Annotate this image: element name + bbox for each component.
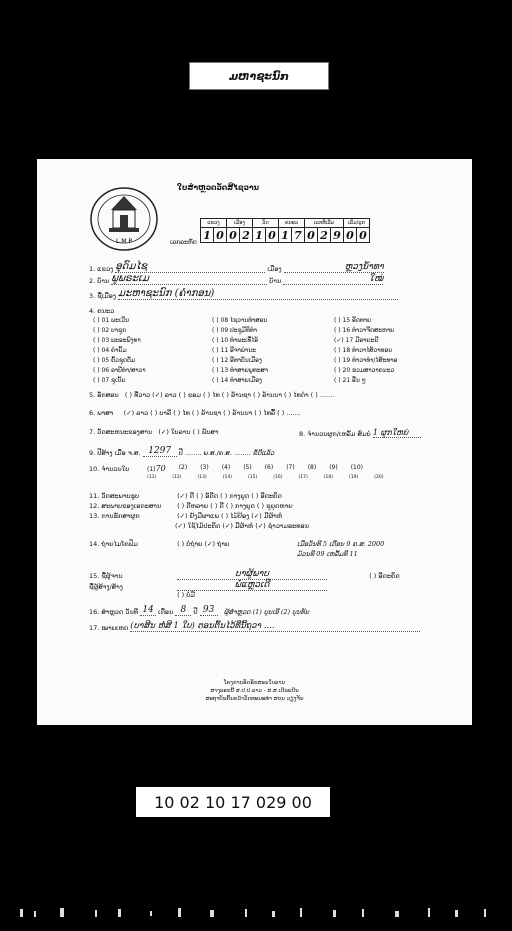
- leaf-sub-box: (16): [273, 475, 283, 480]
- reg-digit: 1: [279, 228, 292, 243]
- category-option: ( ) 16 ທຳວາຈີດສະຫາຍ: [334, 327, 395, 334]
- bundle-count-value: 1 ຜູກໃຫຍ່: [373, 428, 421, 438]
- microfilm-roll: [297, 550, 358, 562]
- preservation-extra-options: (✓) ໃຊ້ໄມ້ປະຄິດ (✓) ມີຜ້າຫໍ່ (✓) ຊໍາວາມອະທອນ: [175, 522, 309, 530]
- field-year: [89, 446, 274, 458]
- field-category-label: 4. ຄນະວ: [89, 307, 115, 315]
- field-label: 5. ອັກສອນ: [89, 391, 119, 399]
- category-option: ( ) 06 ລາບີທ່າ/ສາວາ: [93, 367, 146, 374]
- leaf-box: (2): [178, 464, 188, 471]
- reg-digit: 0: [305, 228, 318, 243]
- footer-line: ໂຄງການອັດອັກສອນໃບລານ: [223, 680, 286, 686]
- microfilm-roll-value: ມ້ວນທີ 09 ເຫລັ້ມທີ 11: [297, 550, 358, 558]
- category-option: (✓) 17 ມີອາຍະຍີ: [334, 337, 379, 344]
- village-right-value: ໃໝ່: [283, 274, 383, 285]
- category-option: ( ) 13 ທຳສາຍພູທະສາ: [212, 367, 269, 374]
- leaf-sub-box: (12): [172, 475, 182, 480]
- survey-form: [37, 159, 472, 725]
- reg-header: ເລກທີ່ເລີ່ມ: [305, 219, 344, 228]
- category-option: ( ) 15 ອີດທາຍ: [334, 317, 372, 324]
- category-option: ( ) 12 ອີທາບັນເມືອງ: [212, 357, 262, 364]
- svg-text:L M P: L M P: [116, 238, 132, 245]
- category-option: ( ) 02 ບາຊຸກ: [93, 327, 127, 334]
- category-column-1: [93, 317, 146, 387]
- preservation-options: (✓) ຍັງມີຜາແພ ( ) ໄມ້ປ້ອງ (✓) ມີຜ້າຫໍ່: [177, 512, 283, 520]
- field-label: 13. ການຮັກສາຜູກ: [89, 512, 140, 520]
- field-label: ເດືອນ: [158, 608, 174, 616]
- field-village: [89, 273, 383, 285]
- year-other: ປີ ........ ພ.ສ./ຄ.ສ. ........: [178, 449, 251, 457]
- category-option: ( ) 11 ອີຈາພຳນະ: [212, 347, 256, 354]
- survey-day-value: 14: [140, 605, 156, 616]
- category-option: ( ) 08 ໄຊວານທຳສອນ: [212, 317, 268, 324]
- reg-digit: 0: [266, 228, 279, 243]
- reg-header: ແຂວງ: [201, 219, 227, 228]
- field-label: 7. ວັດສະຫນະຂອງສານ: [89, 428, 153, 436]
- surveyor-value: ຜູ້ສຳຫຼວດ (1) ບຸນເອີ (2) ບຸນທັນ: [223, 608, 309, 616]
- category-option: ( ) 20 ຮວມສາວາຄນະວ: [334, 367, 395, 374]
- reg-digit: 2: [318, 228, 331, 243]
- category-option: ( ) 21 ອື່ນ ໆ: [334, 377, 366, 384]
- leaf-box: (1): [147, 466, 156, 473]
- category-option: ( ) 07 ຊຸເນັ້ຍ: [93, 377, 126, 384]
- leaf-sub-box: (11): [147, 475, 157, 480]
- field-label: ບ້ານ: [269, 277, 282, 285]
- registration-code-table: [200, 218, 370, 243]
- field-label: 1. ແຂວງ: [89, 265, 114, 273]
- field-remarks: [89, 621, 420, 633]
- category-option: ( ) 04 ຄຳຍິ້ມ: [93, 347, 127, 354]
- field-label: 2. ບ້ານ: [89, 277, 110, 285]
- sponsor-value: ພໍ່ແຫຼວເດີ: [177, 580, 327, 591]
- field-label: 3. ຊື່ເມືອງ: [89, 292, 116, 300]
- remarks-value: (ບາສີນ ຫໍ່ສີ 1 ໃບ) ຕອນຕົ້ນໄວ້ທີ່ນີ້ຖວາ ....: [130, 621, 420, 632]
- form-title: ໃບສຳຫຼວດວັດສິໄຊວານ: [177, 183, 260, 192]
- leaf-box: (9): [329, 464, 338, 471]
- manuscript-code-label: 10 02 10 17 029 00: [136, 787, 330, 817]
- field-label: 14. ຖ່າຍໄມໂຄຟິມ: [89, 540, 138, 548]
- reg-digit: 0: [214, 228, 227, 243]
- footer-line: ສະຖາບັນຄົ້ນຄວ້າວັດທະນະທຳ ສຍນ ວຽງຈັນ: [205, 696, 304, 702]
- reg-digit: 7: [292, 228, 305, 243]
- year-note: ຂໍ້ດີແລ້ວ: [252, 449, 275, 457]
- reg-header: ວັດ: [253, 219, 279, 228]
- field-title: [89, 288, 398, 300]
- category-option: ( ) 18 ທຳວາໄສ້ວາທອນ: [334, 347, 393, 354]
- leaf-box: (7): [286, 464, 295, 471]
- microfilm-date-value: ເມື່ອວັນທີ 5 ເດືອນ 9 ຄ.ສ. 2000: [297, 540, 385, 548]
- survey-year-value: 93: [200, 605, 218, 616]
- leaf-box: (4): [221, 464, 231, 471]
- field-label: 8. ຈຳນວນຜູກ/ເຫລັ້ມ ສົມບໍ: [299, 430, 371, 438]
- field-label: ປີ: [193, 608, 198, 616]
- category-option: ( ) 19 ທຳວາທຳ/ໄສ້ະທາອ: [334, 357, 398, 364]
- field-microfilm: [89, 540, 229, 552]
- category-column-3: [334, 317, 397, 387]
- manuscript-title-value: ມະຫາຊະນົກ (ຄຳກອນ): [118, 288, 398, 300]
- microfilm-options: ( ) ບໍ່ຖ່າຍ (✓) ຖ່າຍ: [177, 540, 230, 548]
- field-material: [89, 428, 218, 440]
- condition-form-options: (✓) ດີ ( ) ອັດີດ ( ) ກາງຍູດ ( ) ອີດະຄິດ: [177, 492, 282, 500]
- footer-line: ສາງລອນນີ້ ສ.ປ.ປ.ລາວ - ສ.ສ.ເດີລແບີນ: [210, 688, 299, 694]
- leaves-number-row: [147, 464, 363, 473]
- category-option: ( ) 03 ພະອະພົງທາ: [93, 337, 141, 344]
- leaf-box: (8): [307, 464, 317, 471]
- reg-digit: 0: [344, 228, 357, 243]
- field-label: 15. ຊື່ຜູ້ຈານ: [89, 572, 123, 580]
- category-column-2: [212, 317, 268, 387]
- scribe-note: ( ) ອີດະຄິດ: [369, 572, 400, 580]
- leaves-sub-row: [147, 475, 384, 480]
- field-label: 10. ຈຳນວນໃບ: [89, 465, 130, 473]
- district-value: ຫຼວງນໍ້າທາ: [284, 262, 384, 273]
- field-sponsor-none: [89, 591, 195, 603]
- leaf-box: (10): [350, 464, 364, 471]
- leaf-sub-box: (13): [197, 475, 207, 480]
- reg-digit: 0: [227, 228, 240, 243]
- field-survey-date: [89, 605, 309, 617]
- form-footer: [37, 679, 472, 703]
- leaf-box: (6): [264, 464, 274, 471]
- reg-digit: 1: [253, 228, 266, 243]
- reg-header: ເມືອງ: [227, 219, 253, 228]
- field-label: 16. ສຳຫຼວດ ວັນທີ: [89, 608, 138, 616]
- language-options: (✓) ລາວ ( ) ບາລີ ( ) ໄທ ( ) ລ້ານຊາ ( ) ລ້ານນາ ( ) ໄທລື້ ( ) .......: [123, 409, 301, 417]
- registration-label: ເລກລະຫັດ: [170, 239, 197, 246]
- category-option: ( ) 14 ທຳສາຍເມືອງ: [212, 377, 262, 384]
- leaf-box: (5): [243, 464, 252, 471]
- field-language: [89, 409, 301, 421]
- village-value: ພູພຣະເມ: [111, 273, 267, 285]
- field-label: 9. ປີສ້າງ ເມື່ອ ຈ.ສ.: [89, 449, 141, 457]
- province-value: ອຸດົມໄຊ: [115, 261, 265, 273]
- category-option: ( ) 09 ປະຊູມີທິທຳ: [212, 327, 257, 334]
- leaf-sub-box: (19): [349, 475, 359, 480]
- field-label: 17. ໝາຍເຫດ: [89, 624, 129, 632]
- field-script: [89, 391, 334, 403]
- leaf-sub-box: (14): [222, 475, 232, 480]
- reg-digit: 2: [240, 228, 253, 243]
- reg-digit: 1: [201, 228, 214, 243]
- leaf-sub-box: (20): [374, 475, 384, 480]
- script-options: ( ) ທີ່ວາວ (✓) ລາວ ( ) ຂອມ ( ) ໄທ ( ) ລ້ານຊາ ( ) ລ້ານນາ ( ) ໄທດຳ ( ) .......: [124, 391, 335, 399]
- field-label: 11. ວັດສະພາບຮູບ: [89, 492, 140, 500]
- field-province: [89, 261, 384, 273]
- field-preservation-extra: [175, 522, 309, 534]
- document-title-label: ມຫາຊະນົກ: [189, 62, 329, 90]
- leaves-value: 70: [155, 464, 166, 473]
- leaf-sub-box: (17): [298, 475, 308, 480]
- field-label: ເມືອງ: [267, 265, 282, 273]
- reg-digit: 0: [357, 228, 370, 243]
- category-option: ( ) 10 ທຳພະເທື່ໄອ້: [212, 337, 259, 344]
- condition-doc-options: ( ) ດີຫລາຍ ( ) ດີ ( ) ກາງຍູດ ( ) ຊຸຍຸດຫາຍ: [177, 502, 293, 510]
- category-option: ( ) 05 ຄົ້ວຊຸດຕັ່ມ: [93, 357, 136, 364]
- leaf-sub-box: (18): [323, 475, 333, 480]
- reg-header: ເລີ່ມ/ລູກ: [344, 219, 370, 228]
- field-bundle-count: [299, 428, 421, 440]
- category-option: ( ) 01 ພະເວີນ: [93, 317, 129, 324]
- scribe-value: ບາຜູ້ພາບ: [177, 569, 327, 580]
- field-label: 12. ສະພາບຂອງເອກະສານ: [89, 502, 162, 510]
- survey-month-value: 8: [175, 605, 191, 616]
- material-options: (✓) ໃບລານ ( ) ພັບສາ: [158, 428, 219, 436]
- scan-edge-noise: [0, 906, 512, 920]
- leaf-sub-box: (15): [248, 475, 258, 480]
- field-leaves: [89, 465, 129, 477]
- institute-seal-icon: [89, 186, 159, 252]
- leaf-box: (3): [200, 464, 209, 471]
- reg-header: ຄນະວ: [279, 219, 305, 228]
- field-label: ຊື່ຜູ້ສ້າງ/ສ້າງ: [89, 583, 123, 591]
- sponsor-none-option: ( ) ບໍ່ມີ: [177, 591, 195, 599]
- field-label: 6. ພາສາ: [89, 409, 114, 417]
- year-value: 1297: [143, 446, 177, 457]
- reg-digit: 9: [331, 228, 344, 243]
